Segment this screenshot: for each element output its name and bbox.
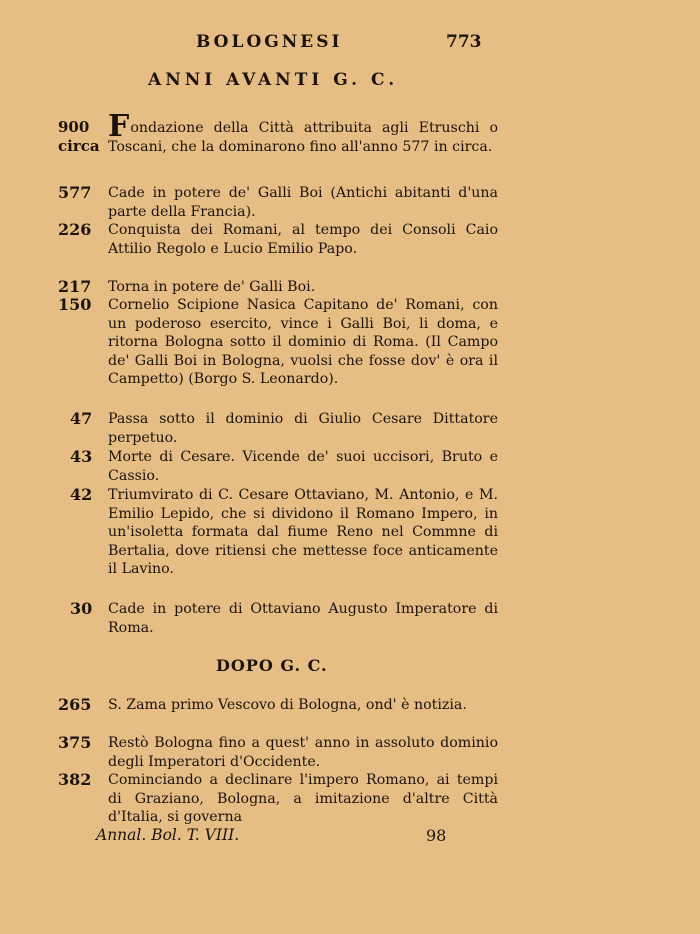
entry-year: 382 — [58, 770, 92, 789]
chronology-entry — [58, 448, 498, 485]
entry-year: 265 — [58, 695, 92, 714]
chronology-entry — [58, 296, 498, 389]
chronology-entry — [58, 734, 498, 771]
chronology-entry — [58, 221, 498, 258]
entry-text: Passa sotto il dominio di Giulio Cesare Dittatore perpetuo. — [108, 411, 498, 446]
entry-text: Fondazione della Città attribuita agli Etruschi o Toscani, che la dominarono fino all'anno 577 in circa. — [108, 109, 498, 155]
entry-text: Restò Bologna fino a quest' anno in assoluto dominio degli Imperatori d'Occidente. — [108, 735, 498, 770]
section-heading-after-christ: DOPO G. C. — [216, 656, 328, 675]
entry-text: Torna in potere de' Galli Boi. — [108, 279, 316, 295]
page-number: 773 — [446, 32, 482, 52]
entry-text: Cornelio Scipione Nasica Capitano de' Romani, con un poderoso esercito, vince i Galli Boi, li doma, e ritorna Bologna sotto il dominio di Roma. (Il Campo de' Galli Boi in Bologna, vuolsi che fosse dov' è ora il Campetto) (Borgo S. Leonardo). — [108, 297, 498, 388]
entry-year: 150 — [58, 295, 92, 314]
entry-year: 42 — [70, 485, 93, 504]
sheet-number: 98 — [426, 826, 447, 845]
entry-year: 900 circa — [58, 118, 100, 155]
running-title: BOLOGNESI — [196, 32, 343, 52]
entry-year: 226 — [58, 220, 92, 239]
entry-text: Cade in potere de' Galli Boi (Antichi abitanti d'una parte della Francia). — [108, 185, 498, 220]
entry-text: Conquista dei Romani, al tempo dei Consoli Caio Attilio Regolo e Lucio Emilio Papo. — [108, 222, 498, 257]
entry-text: Triumvirato di C. Cesare Ottaviano, M. Antonio, e M. Emilio Lepido, che si dividono il Romano Impero, in un'isoletta formata dal fiume Reno nel Commne di Bertalia, dove ritiensi che mettesse foce anticamente il Lavino. — [108, 487, 498, 578]
chronology-entry — [58, 109, 498, 156]
chronology-entry — [58, 771, 498, 827]
entry-year: 217 — [58, 277, 92, 296]
drop-cap-letter: F — [108, 109, 130, 144]
chronology-entry — [58, 600, 498, 637]
chronology-entry — [58, 184, 498, 221]
section-heading-before-christ: ANNI AVANTI G. C. — [148, 70, 399, 90]
entry-year: 30 — [70, 599, 93, 618]
chronology-entry — [58, 486, 498, 579]
entry-year: 47 — [70, 409, 93, 428]
entry-year: 577 — [58, 183, 92, 202]
entry-text: Morte di Cesare. Vicende de' suoi uccisori, Bruto e Cassio. — [108, 449, 498, 484]
chronology-entry — [58, 696, 498, 715]
entry-year: 43 — [70, 447, 93, 466]
entry-text: S. Zama primo Vescovo di Bologna, ond' è notizia. — [108, 697, 467, 713]
chronology-entry — [58, 410, 498, 447]
entry-text: Cade in potere di Ottaviano Augusto Imperatore di Roma. — [108, 601, 498, 636]
entry-text: Cominciando a declinare l'impero Romano, ai tempi di Graziano, Bologna, a imitazione d'altre Città d'Italia, si governa — [108, 772, 498, 826]
chronology-entry — [58, 278, 498, 297]
entry-year: 375 — [58, 733, 92, 752]
signature-mark: Annal. Bol. T. VIII. — [96, 826, 240, 844]
